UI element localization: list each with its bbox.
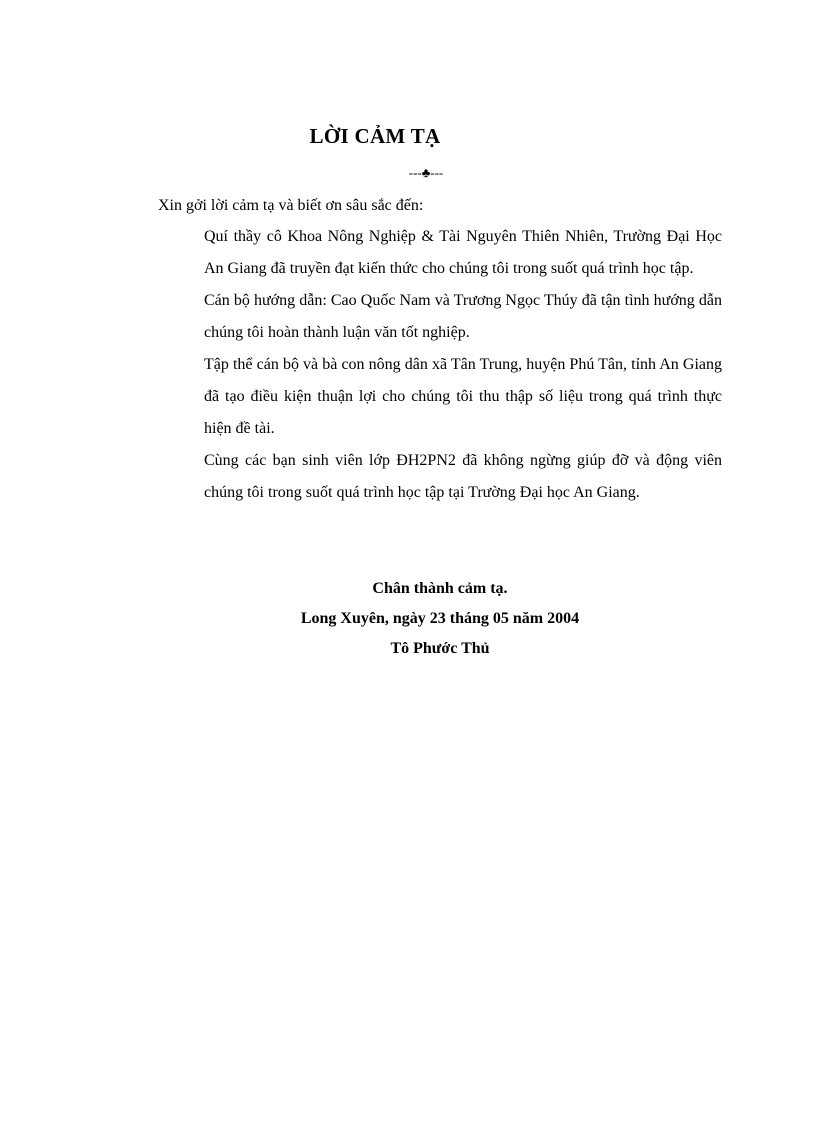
signer-name: Tô Phước Thủ (390, 640, 490, 657)
page-title: LỜI CẢM TẠ (309, 124, 441, 148)
closing-thanks: Chân thành cảm tạ. (372, 580, 508, 597)
acknowledgement-paragraph: Cán bộ hướng dẫn: Cao Quốc Nam và Trương Ngọc Thúy đã tận tình hướng dẫn chúng tôi hoàn thành luận văn tốt nghiệp. (204, 292, 722, 341)
title-ornament: ---♣--- (408, 165, 444, 180)
intro-line: Xin gởi lời cảm tạ và biết ơn sâu sắc đến: (158, 197, 424, 214)
acknowledgement-paragraph: Cùng các bạn sinh viên lớp ĐH2PN2 đã không ngừng giúp đỡ và động viên chúng tôi trong suốt quá trình học tập tại Trường Đại học An Giang. (204, 452, 722, 501)
closing-place-date: Long Xuyên, ngày 23 tháng 05 năm 2004 (300, 610, 580, 627)
acknowledgement-paragraph: Tập thể cán bộ và bà con nông dân xã Tân Trung, huyện Phú Tân, tỉnh An Giang đã tạo điều kiện thuận lợi cho chúng tôi thu thập số liệu trong quá trình thực hiện đề tài. (204, 356, 722, 437)
acknowledgement-paragraph: Quí thầy cô Khoa Nông Nghiệp & Tài Nguyên Thiên Nhiên, Trường Đại Học An Giang đã truyền đạt kiến thức cho chúng tôi trong suốt quá trình học tập. (204, 228, 722, 277)
acknowledgement-list (204, 221, 722, 509)
closing-block (0, 574, 816, 664)
